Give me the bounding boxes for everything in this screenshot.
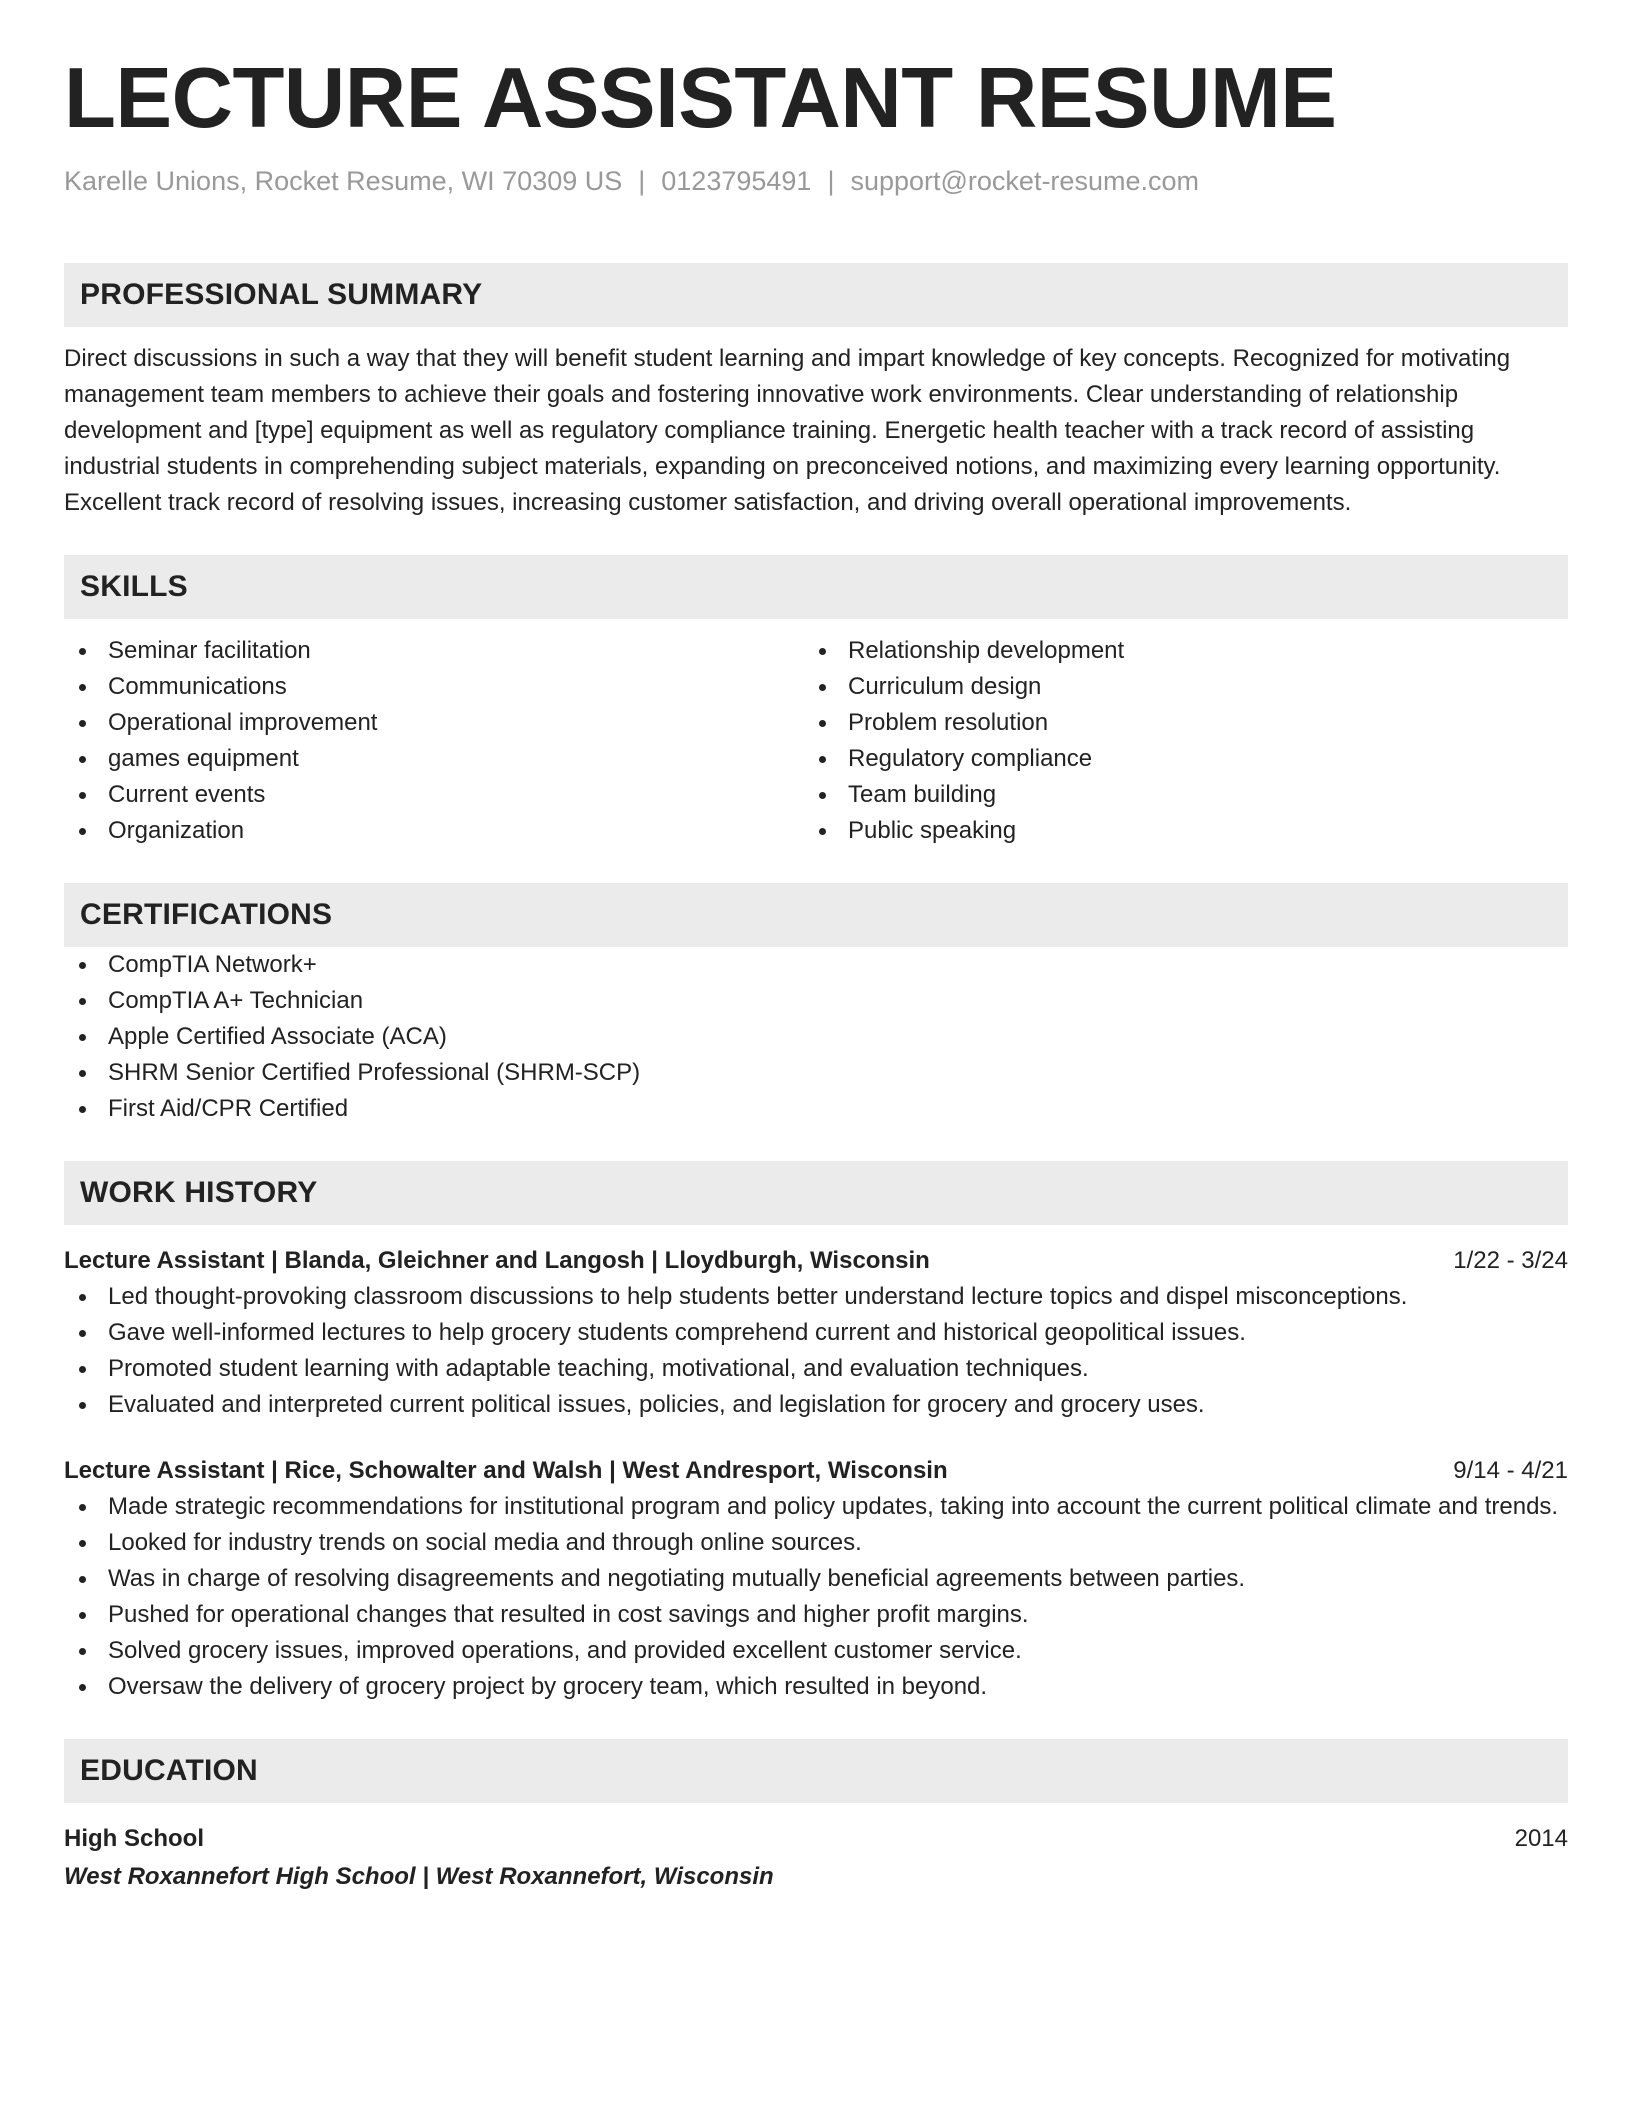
job-dates: 9/14 - 4/21 [1453,1456,1568,1484]
job-bullet: Pushed for operational changes that resulted in cost savings and higher profit margins. [64,1597,1568,1633]
certifications-list [64,947,1568,1127]
job-bullets [64,1279,1568,1423]
job-title: Lecture Assistant | Blanda, Gleichner and Langosh | Lloydburgh, Wisconsin [64,1246,930,1274]
job-bullet: Made strategic recommendations for institutional program and policy updates, taking into account the current political climate and trends. [64,1489,1568,1525]
job-bullets [64,1489,1568,1705]
certification-item: CompTIA Network+ [64,947,1568,983]
skill-item: Seminar facilitation [64,633,804,669]
skill-item: Curriculum design [804,669,1544,705]
certification-item: CompTIA A+ Technician [64,983,1568,1019]
section-heading-work-history: WORK HISTORY [64,1161,1568,1225]
contact-separator: | [827,165,835,196]
skill-item: Current events [64,777,804,813]
summary-text: Direct discussions in such a way that they will benefit student learning and impart knowledge of key concepts. Recognized for motivating management team members to achieve their goals and fostering innovative work environments. Clear understanding of relationship development and [type] equipment as well as regulatory compliance training. Energetic health teacher with a track record of assisting industrial students in comprehending subject materials, expanding on preconceived notions, and maximizing every learning opportunity. Excellent track record of resolving issues, increasing customer satisfaction, and driving overall operational improvements. [64,344,1511,516]
certification-item: Apple Certified Associate (ACA) [64,1019,1568,1055]
skill-item: Communications [64,669,804,705]
skill-item: Team building [804,777,1544,813]
resume-title: LECTURE ASSISTANT RESUME [64,51,1337,146]
job-bullet: Evaluated and interpreted current political issues, policies, and legislation for grocery and grocery uses. [64,1387,1568,1423]
job-header [64,1243,1568,1279]
contact-line [64,164,1568,199]
job-bullet: Looked for industry trends on social media and through online sources. [64,1525,1568,1561]
job-bullet: Promoted student learning with adaptable teaching, motivational, and evaluation techniques. [64,1351,1568,1387]
job-dates: 1/22 - 3/24 [1453,1246,1568,1274]
education-year: 2014 [1514,1824,1568,1852]
certification-item: First Aid/CPR Certified [64,1091,1568,1127]
skill-item: games equipment [64,741,804,777]
contact-phone: 0123795491 [661,165,812,196]
contact-separator: | [638,165,646,196]
job-bullet: Oversaw the delivery of grocery project by grocery team, which resulted in beyond. [64,1669,1568,1705]
skill-item: Public speaking [804,813,1544,849]
skill-item: Problem resolution [804,705,1544,741]
job-bullet: Solved grocery issues, improved operations, and provided excellent customer service. [64,1633,1568,1669]
contact-email: support@rocket-resume.com [850,165,1199,196]
skills-column-left [64,633,804,849]
job-bullet: Was in charge of resolving disagreements and negotiating mutually beneficial agreements between parties. [64,1561,1568,1597]
job-header [64,1453,1568,1489]
skill-item: Regulatory compliance [804,741,1544,777]
skills-column-right [804,633,1544,849]
education-school: West Roxannefort High School | West Roxannefort, Wisconsin [64,1862,774,1890]
skills-grid [64,633,1568,849]
job-title: Lecture Assistant | Rice, Schowalter and Walsh | West Andresport, Wisconsin [64,1456,948,1484]
skill-item: Operational improvement [64,705,804,741]
section-heading-education: EDUCATION [64,1739,1568,1803]
section-heading-summary: PROFESSIONAL SUMMARY [64,263,1568,327]
skill-item: Organization [64,813,804,849]
skill-item: Relationship development [804,633,1544,669]
education-degree: High School [64,1824,204,1852]
certification-item: SHRM Senior Certified Professional (SHRM-SCP) [64,1055,1568,1091]
job-bullet: Gave well-informed lectures to help grocery students comprehend current and historical geopolitical issues. [64,1315,1568,1351]
section-heading-certifications: CERTIFICATIONS [64,883,1568,947]
contact-address: Karelle Unions, Rocket Resume, WI 70309 US [64,165,623,196]
education-header [64,1821,1568,1857]
section-heading-skills: SKILLS [64,555,1568,619]
job-bullet: Led thought-provoking classroom discussions to help students better understand lecture topics and dispel misconceptions. [64,1279,1568,1315]
